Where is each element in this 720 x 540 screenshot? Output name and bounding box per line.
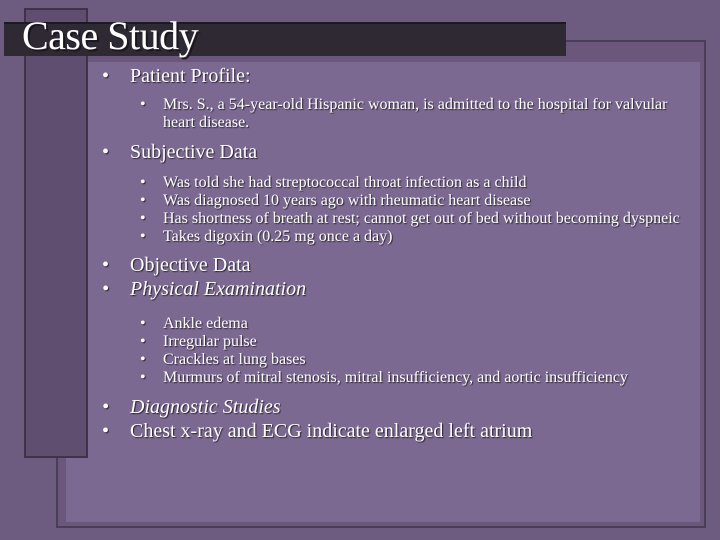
slide-title: Case Study: [22, 13, 199, 58]
bullet-subjective-data: • Subjective Data: [100, 140, 690, 164]
sub-bullet-ankle-edema: • Ankle edema: [100, 315, 690, 333]
bullet-patient-profile: • Patient Profile:: [100, 64, 690, 88]
sub-bullet-crackles: • Crackles at lung bases: [100, 351, 690, 369]
slide-body: [100, 64, 690, 443]
sub-bullet-murmurs: • Murmurs of mitral stenosis, mitral insufficiency, and aortic insufficiency: [100, 369, 690, 387]
bullet-objective-data: • Objective Data: [100, 253, 690, 277]
sub-bullet-strep-history: • Was told she had streptococcal throat infection as a child: [100, 174, 690, 192]
sub-bullet-rheumatic-diagnosis: • Was diagnosed 10 years ago with rheumatic heart disease: [100, 192, 690, 210]
bullet-diagnostic-studies: • Diagnostic Studies: [100, 395, 690, 419]
decorative-left-bar: [24, 8, 88, 458]
sub-bullet-digoxin: • Takes digoxin (0.25 mg once a day): [100, 228, 690, 246]
sub-bullet-patient-description: • Mrs. S., a 54-year-old Hispanic woman, is admitted to the hospital for valvular heart disease.: [100, 96, 690, 132]
sub-bullet-shortness-of-breath: • Has shortness of breath at rest; cannot get out of bed without becoming dyspneic: [100, 210, 690, 228]
bullet-chest-xray-ecg: • Chest x-ray and ECG indicate enlarged left atrium: [100, 419, 690, 443]
sub-bullet-irregular-pulse: • Irregular pulse: [100, 333, 690, 351]
bullet-physical-examination: • Physical Examination: [100, 277, 690, 301]
